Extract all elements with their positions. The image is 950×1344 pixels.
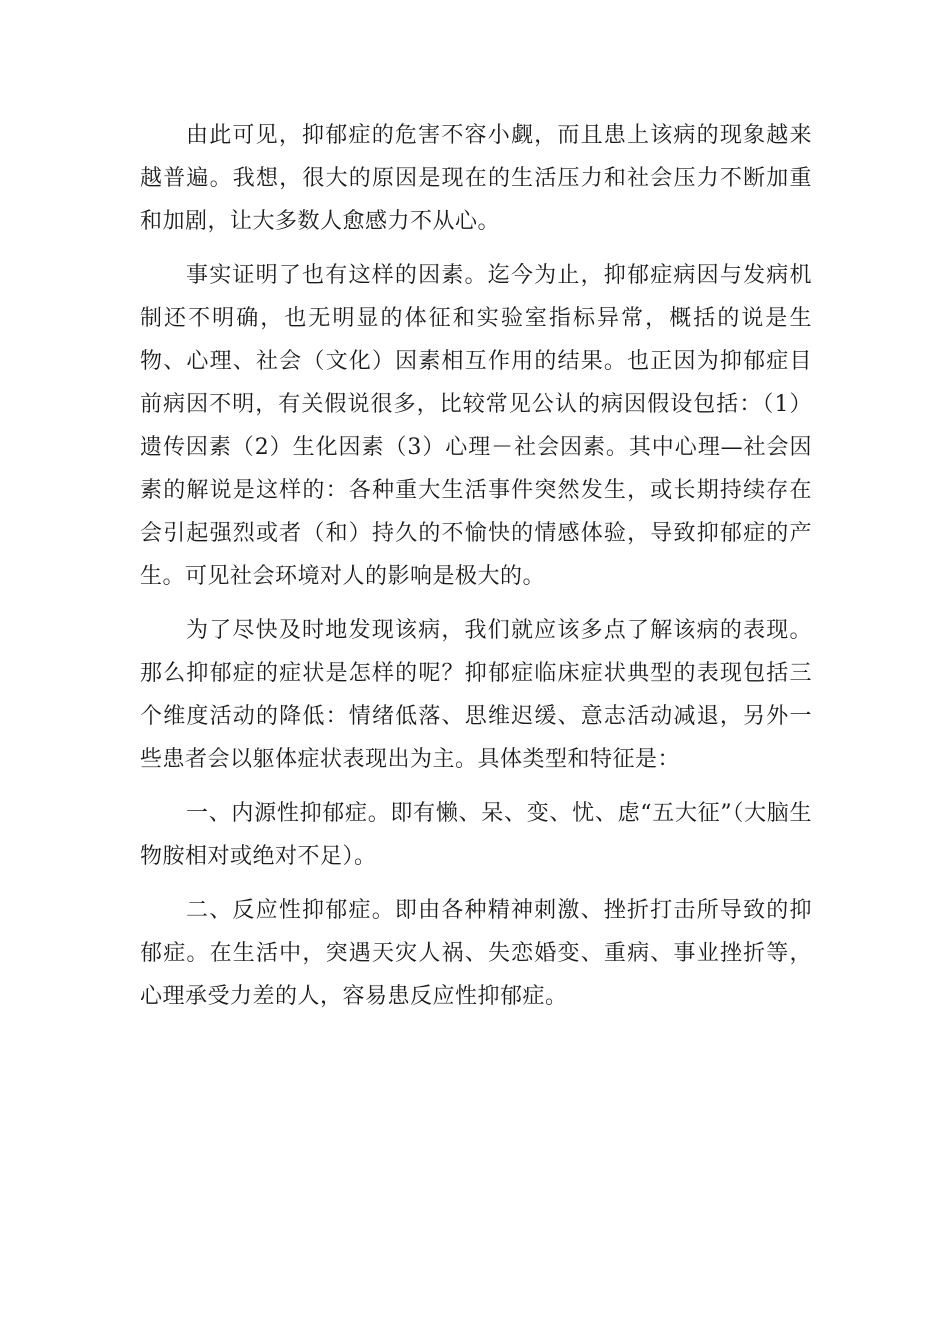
paragraph-1: 由此可见，抑郁症的危害不容小觑，而且患上该病的现象越来越普遍。我想，很大的原因是现在的生活压力和社会压力不断加重和加剧，让大多数人愈感力不从心。 <box>140 123 812 234</box>
document-body <box>140 114 812 1029</box>
paragraph-3: 为了尽快及时地发现该病，我们就应该多点了解该病的表现。那么抑郁症的症状是怎样的呢？抑郁症临床症状典型的表现包括三个维度活动的降低：情绪低落、思维迟缓、意志活动减退，另外一些患者会以躯体症状表现出为主。具体类型和特征是： <box>140 618 812 772</box>
paragraph-2: 事实证明了也有这样的因素。迄今为止，抑郁症病因与发病机制还不明确，也无明显的体征和实验室指标异常，概括的说是生物、心理、社会（文化）因素相互作用的结果。也正因为抑郁症目前病因不明，有关假说很多，比较常见公认的病因假设包括：（1）遗传因素（2）生化因素（3）心理－社会因素。其中心理—社会因素的解说是这样的：各种重大生活事件突然发生，或长期持续存在会引起强烈或者（和）持久的不愉快的情感体验，导致抑郁症的产生。可见社会环境对人的影响是极大的。 <box>140 263 812 589</box>
paragraph-4: 一、内源性抑郁症。即有懒、呆、变、忧、虑“五大征”（大脑生物胺相对或绝对不足）。 <box>140 801 812 869</box>
paragraph-5: 二、反应性抑郁症。即由各种精神刺激、挫折打击所导致的抑郁症。在生活中，突遇天灾人祸、失恋婚变、重病、事业挫折等，心理承受力差的人，容易患反应性抑郁症。 <box>140 898 812 1009</box>
